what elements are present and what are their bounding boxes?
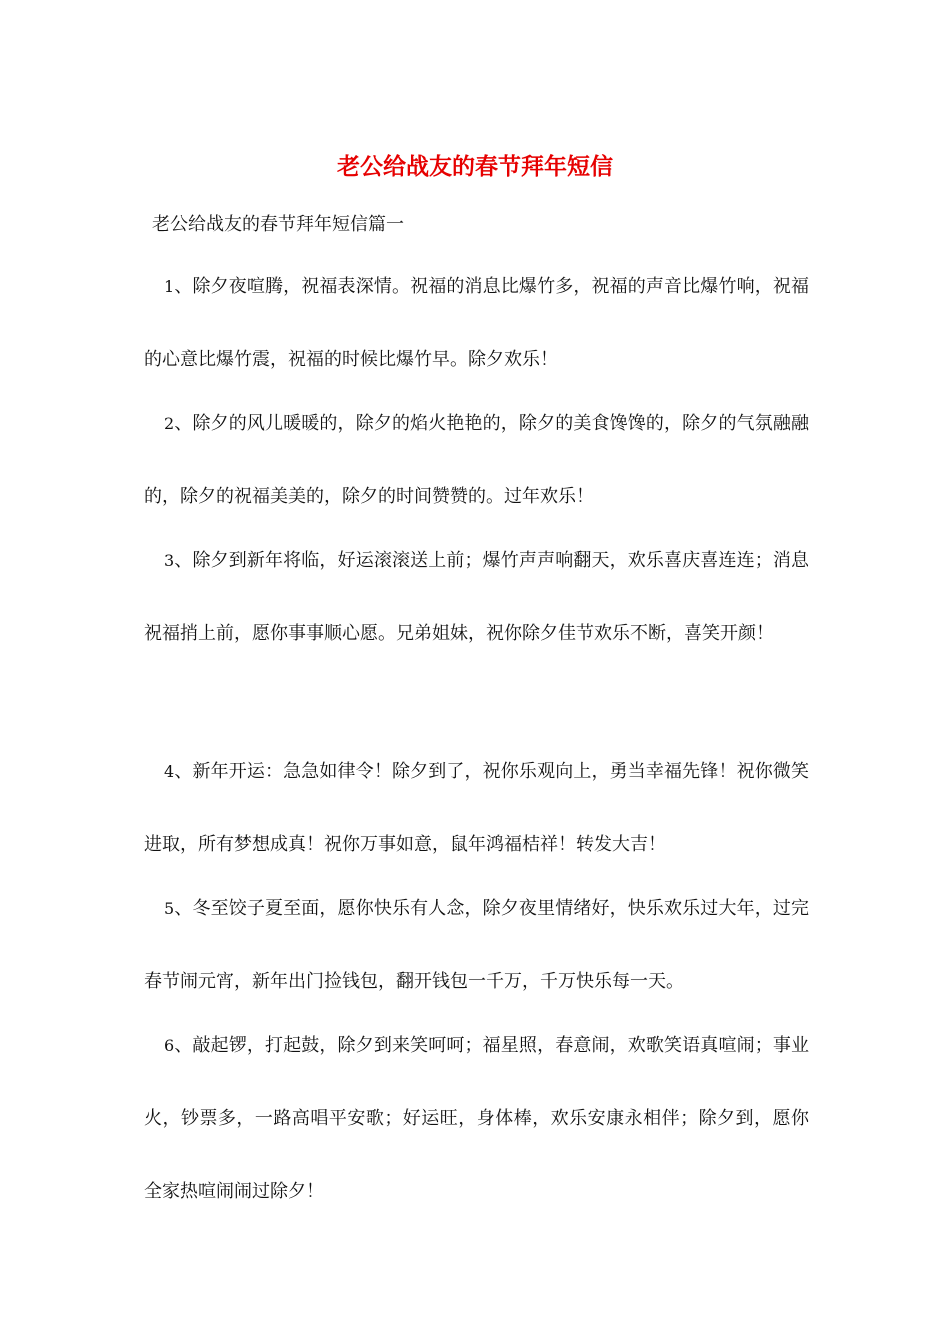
item-text: 、冬至饺子夏至面，愿你快乐有人念，除夕夜里情绪好，快乐欢乐过大年，过完春节闹元宵，新年出门捡钱包，翻开钱包一千万，千万快乐每一天。 xyxy=(144,898,809,992)
message-item-1 xyxy=(144,250,809,396)
item-text: 、除夕到新年将临，好运滚滚送上前；爆竹声声响翻天，欢乐喜庆喜连连；消息祝福捎上前，愿你事事顺心愿。兄弟姐妹，祝你除夕佳节欢乐不断，喜笑开颜！ xyxy=(144,550,809,644)
item-number: 1 xyxy=(164,277,175,296)
item-text: 、除夕夜喧腾，祝福表深情。祝福的消息比爆竹多，祝福的声音比爆竹响，祝福的心意比爆竹震，祝福的时候比爆竹早。除夕欢乐！ xyxy=(144,276,809,370)
message-item-5 xyxy=(144,872,809,1018)
item-text: 、除夕的风儿暖暖的，除夕的焰火艳艳的，除夕的美食馋馋的，除夕的气氛融融的，除夕的祝福美美的，除夕的时间赞赞的。过年欢乐！ xyxy=(144,413,809,507)
item-number: 5 xyxy=(164,899,175,918)
document-title: 老公给战友的春节拜年短信 xyxy=(337,153,613,180)
message-item-2 xyxy=(144,387,809,533)
item-text: 、敲起锣，打起鼓，除夕到来笑呵呵；福星照，春意闹，欢歌笑语真喧闹；事业火，钞票多，一路高唱平安歌；好运旺，身体棒，欢乐安康永相伴；除夕到，愿你全家热喧闹闹过除夕！ xyxy=(144,1035,809,1202)
message-item-4 xyxy=(144,735,809,881)
message-item-6 xyxy=(144,1009,809,1228)
item-number: 3 xyxy=(164,551,175,570)
item-number: 2 xyxy=(164,414,175,433)
item-number: 6 xyxy=(164,1036,175,1055)
item-text: 、新年开运：急急如律令！除夕到了，祝你乐观向上，勇当幸福先锋！祝你微笑进取，所有梦想成真！祝你万事如意，鼠年鸿福桔祥！转发大吉！ xyxy=(144,761,809,855)
item-number: 4 xyxy=(164,762,175,781)
message-item-3 xyxy=(144,524,809,670)
document-subtitle: 老公给战友的春节拜年短信篇一 xyxy=(152,214,404,235)
